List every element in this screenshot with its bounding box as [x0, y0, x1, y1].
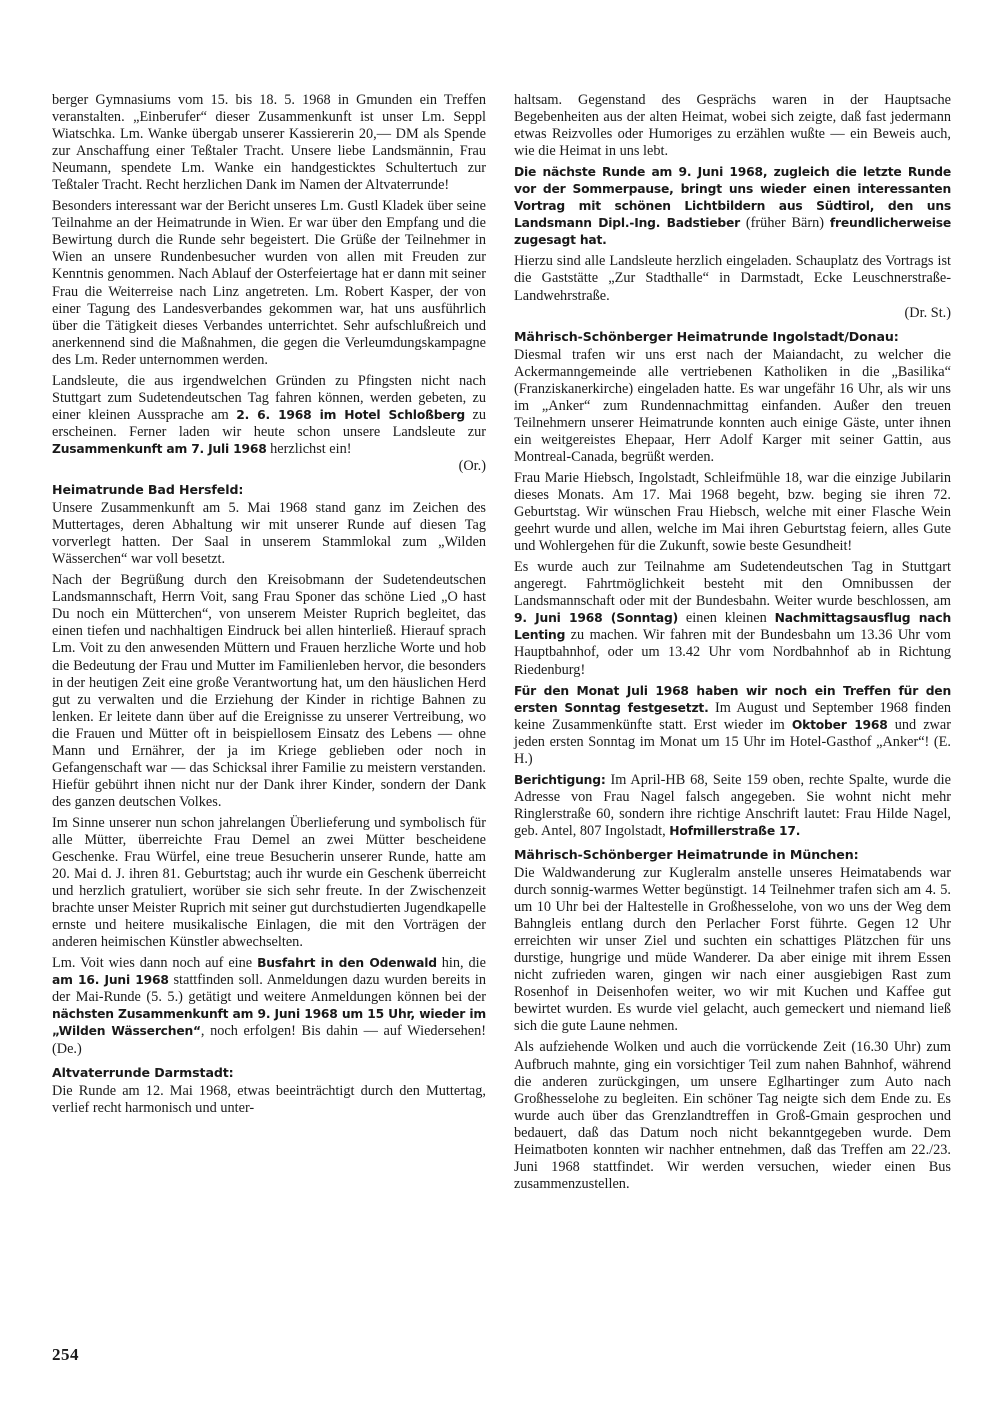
text-run: Im April-HB 68, Seite 159 oben, rechte Spalte, wurde die Adresse von Frau Nagel falsch angegeben. Sie wohnt nicht mehr Ringlerstraße 60, sondern ihre richtige Anschrift lautet: Frau Hilde Nagel, geb. Antel, 807 Ingolstadt,	[514, 771, 951, 839]
paragraph: berger Gymnasiums vom 15. bis 18. 5. 1968 in Gmunden ein Treffen veranstalten. „Einberufer“ dieser Zusammenkunft ist unser Lm. Seppl Wiatschka. Lm. Wanke übergab unserer Kassiererin 20,— DM als Spende zur Anschaffung einer Teßtaler Tracht. Unsere liebe Landsmännin, Frau Neumann, spendete Lm. Wanke ein handgesticktes Schultertuch zur Teßtaler Tracht. Recht herzlichen Dank im Namen der Altvaterrunde!	[52, 92, 486, 194]
section-heading: Mährisch-Schönberger Heimatrunde in München:	[514, 846, 859, 862]
author-signature: (Or.)	[458, 457, 486, 474]
bold-text: 9. Juni 1968 (Sonntag)	[514, 611, 679, 626]
bold-text: Hofmillerstraße 17.	[669, 823, 801, 838]
paragraph	[514, 772, 951, 840]
paragraph	[514, 164, 951, 249]
paragraph: Besonders interessant war der Bericht unseres Lm. Gustl Kladek über seine Teilnahme an der Heimatrunde in Wien. Er war über den Empfang und die Bewirtung durch die Runde sehr begeistert. Die Grüße der Teilnehmer in Wien an unsere Rundenbesucher wurden von allen mit Freuden zur Kenntnis genommen. Nach Ablauf der Osterfeiertage hat er dann mit seiner Frau die Weiterreise nach Linz angetreten. Lm. Robert Kasper, der von einer Tagung des Landesverbandes gekommen war, hat uns ausführlich über die Tätigkeit dieses Verbandes unterrichtet. Sehr aufschlußreich und anerkennend sind die Maßnahmen, die gegen die Verleumdungskampagne des Lm. Reder unternommen werden.	[52, 198, 486, 368]
bold-text: Zusammenkunft am 7. Juli 1968	[52, 441, 267, 456]
paragraph	[52, 373, 486, 475]
bold-text: Busfahrt in den Odenwald	[257, 956, 437, 971]
paragraph	[514, 253, 951, 321]
text-run: Im August und September 1968 finden keine Zusammenkünfte statt. Erst wieder im	[514, 699, 951, 733]
bold-text: Die nächste Runde am 9. Juni 1968, zugleich die letzte Runde vor der Sommerpause, bringt uns wieder einen interessanten Vortrag mit schönen Lichtbildern aus Südtirol, den uns Landsmann Dipl.-Ing. Badstieber	[514, 165, 951, 231]
paragraph: Frau Marie Hiebsch, Ingolstadt, Schleifmühle 18, war die einzige Jubilarin dieses Monats. Am 17. Mai 1968 begeht, bzw. beging sie ihren 72. Geburtstag. Wir wünschen Frau Hiebsch, welche mit einer Flasche Wein geehrt wurde und allen, welche im Mai ihren Geburtstag feiern, alles Gute und Wohlergehen für die Zukunft, sowie beste Gesundheit!	[514, 469, 951, 555]
section-heading: Mährisch-Schönberger Heimatrunde Ingolstadt/Donau:	[514, 328, 899, 344]
paragraph: Im Sinne unserer nun schon jahrelangen Überlieferung und symbolisch für alle Mütter, überreichte Frau Demel an zwei Mütter bescheidene Geschenke. Frau Würfel, eine treue Besucherin unserer Runde, hatte am 20. Mai d. J. ihren 81. Geburtstag; auch ihr wurde ein Geschenk überreicht und herzlich gratuliert, worüber sie sich sehr freute. In der Zwischenzeit brachte unser Meister Ruprich mit seiner gut durchstudierten Jugendkapelle ernste und heitere musikalische Einlagen, die mit den Vorträgen der anderen heimischen Künstler abwechselten.	[52, 814, 486, 951]
right-column	[514, 92, 951, 1197]
text-run: , noch erfolgen! Bis dahin — auf Wiedersehen! (De.)	[52, 1023, 486, 1057]
author-signature: (Dr. St.)	[904, 304, 951, 321]
bold-text: Für den Monat Juli 1968 haben wir noch ein Treffen für den ersten Sonntag festgesetzt.	[514, 683, 951, 715]
text-run: Es wurde auch zur Teilnahme am Sudetendeutschen Tag in Stuttgart angeregt. Fahrtmöglichkeit besteht mit den Omnibussen der Landsmannschaft oder mit der Bundesbahn. Weiter wurde beschlossen, am	[514, 559, 951, 610]
paragraph: Die Waldwanderung zur Kugleralm anstelle unseres Heimatabends war durch sonnig-warmes Wetter begünstigt. 14 Teilnehmer trafen sich am 4. 5. um 10 Uhr bei der Haltestelle in Großhesselohe, von wo uns der Weg dem Bahngleis entlang durch den Perlacher Forst führte. Gegen 12 Uhr erreichten wir unser Ziel und suchten ein schattiges Plätzchen für uns durstige, hungrige und müde Wanderer. Da aber einige mit ihrem Essen nicht zufrieden waren, gingen wir nach einer ausgiebigen Rast zum Rosenhof in Deisenhofen weiter, wo wir mit Kuchen und Kaffee gut bewirtet wurden. Es wurde viel gelacht, auch gemeckert und niemand ließ sich die gute Laune nehmen.	[514, 865, 951, 1035]
text-run: und zwar jeden ersten Sonntag im Monat um 15 Uhr im Hotel-Gasthof „Anker“! (E. H.)	[514, 716, 951, 767]
paragraph	[514, 559, 951, 678]
paragraph	[52, 955, 486, 1057]
paragraph: Unsere Zusammenkunft am 5. Mai 1968 stand ganz im Zeichen des Muttertages, deren Abhaltung wir mit unserer Runde auf diesen Tag vorverlegt hatten. Der Saal in unserem Stammlokal zum „Wilden Wässerchen“ war voll besetzt.	[52, 500, 486, 568]
bold-text: am 16. Juni 1968	[52, 973, 169, 988]
bold-text: freundlicherweise zugesagt hat.	[514, 216, 951, 248]
text-run: Lm. Voit wies dann noch auf eine	[52, 955, 258, 972]
bold-text: 2. 6. 1968 im Hotel Schloßberg	[236, 407, 465, 422]
paragraph: Nach der Begrüßung durch den Kreisobmann der Sudetendeutschen Landsmannschaft, Herrn Voit, sang Frau Sponer das schöne Lied „O hast Du noch ein Mütterchen“, von unserem Meister Ruprich begleitet, das einen tiefen und nachhaltigen Eindruck bei allen hinterließ. Hierauf sprach Lm. Voit zu den anwesenden Müttern und Frauen herzliche Worte und hob die Bedeutung der Frau und Mutter im Familienleben hervor, die besonders in der heutigen Zeit eine große Verantwortung hat, um den häuslichen Herd gut zu verwalten und die Erziehung der Kinder in richtige Bahnen zu lenken. Er leitete dann über auf die Ereignisse zu unserer Vertreibung, wo die Frauen und Mütter oft in beispiellosem Einsatz des Lebens — ohne Mann und Ernährer, der ja im Kriege geblieben oder noch in Gefangenschaft war — das Schicksal ihrer Familie zu meistern verstanden. Hiefür gebührt ihnen nicht nur der Dank ihrer Kinder, sondern der Dank des ganzen deutschen Volkes.	[52, 572, 486, 810]
section-heading: Heimatrunde Bad Hersfeld:	[52, 482, 244, 498]
text-run: herzlichst ein!	[266, 440, 352, 457]
bold-text: Berichtigung:	[514, 772, 606, 787]
text-run: Hierzu sind alle Landsleute herzlich eingeladen. Schauplatz des Vortrags ist die Gaststätte „Zur Stadthalle“ in Darmstadt, Ecke Leuschnerstraße-Landwehrstraße.	[514, 253, 951, 304]
text-run: stattfinden soll. Anmeldungen dazu wurden bereits in der Mai-Runde (5. 5.) getätigt und weitere Anmeldungen können bei der	[52, 972, 486, 1006]
bold-text: nächsten Zusammenkunft am 9. Juni 1968 um 15 Uhr, wieder im „Wilden Wässerchen“	[52, 1007, 486, 1039]
page-number: 254	[52, 1345, 79, 1364]
text-run: (früher Bärn)	[740, 215, 830, 232]
left-column	[52, 92, 486, 1121]
paragraph: Diesmal trafen wir uns erst nach der Maiandacht, zu welcher die Ackermanngemeinde alle vertriebenen Katholiken in die „Basilika“ (Franziskanerkirche) eingeladen hatte. Es war ungefähr 16 Uhr, als wir uns im „Anker“ zum Rundennachmittag einfanden. Außer den treuen Teilnehmern unserer Heimatrunde konnten auch einige Gäste, unter ihnen ein weitgereistes Ehepaar, Herr Adolf Karger mit seiner Gattin, aus Montreal-Canada, begrüßt werden.	[514, 346, 951, 465]
text-run: zu erscheinen. Ferner laden wir heute schon unsere Landsleute zur	[52, 406, 486, 440]
paragraph: haltsam. Gegenstand des Gesprächs waren in der Hauptsache Begebenheiten aus der alten Heimat, wobei sich zeigte, daß fast jedermann etwas Reizvolles oder Humoriges zu erzählen wußte — ein Beweis auch, wie die Heimat in uns lebt.	[514, 92, 951, 160]
paragraph: Als aufziehende Wolken und auch die vorrückende Zeit (16.30 Uhr) zum Aufbruch mahnte, ging ein vorsichtiger Teil zum nahen Bahnhof, während die anderen zurückgingen, um unsere Eglhartinger zum Auto nach Großhesselohe zu begleiten. Ein schöner Tag neigte sich dem Ende zu. Es wurde auch über das Grenzlandtreffen in Groß-Gmain gesprochen und bedauert, daß das Datum noch nicht bekanntgegeben wurde. Dem Heimatboten konnten wir nachher entnehmen, daß das Treffen am 22./23. Juni 1968 stattfindet. Wir werden versuchen, wieder einen Bus zusammenzustellen.	[514, 1039, 951, 1192]
bold-text: Oktober 1968	[791, 717, 888, 732]
paragraph	[514, 683, 951, 768]
text-run: einen kleinen	[678, 610, 775, 627]
text-run: Landsleute, die aus irgendwelchen Gründen zu Pfingsten nicht nach Stuttgart zum Sudetendeutschen Tag fahren können, werden gebeten, zu einer kleinen Aussprache am	[52, 372, 486, 423]
paragraph: Die Runde am 12. Mai 1968, etwas beeinträchtigt durch den Muttertag, verlief recht harmonisch und unter-	[52, 1082, 486, 1116]
text-run: hin, die	[436, 955, 486, 972]
text-run: zu machen. Wir fahren mit der Bundesbahn um 13.36 Uhr vom Hauptbahnhof, oder um 13.42 Uhr vom Nordbahnhof ab in Richtung Riedenburg!	[514, 627, 951, 678]
bold-text: Nachmittagsausflug nach Lenting	[514, 611, 952, 643]
section-heading: Altvaterrunde Darmstadt:	[52, 1064, 234, 1080]
